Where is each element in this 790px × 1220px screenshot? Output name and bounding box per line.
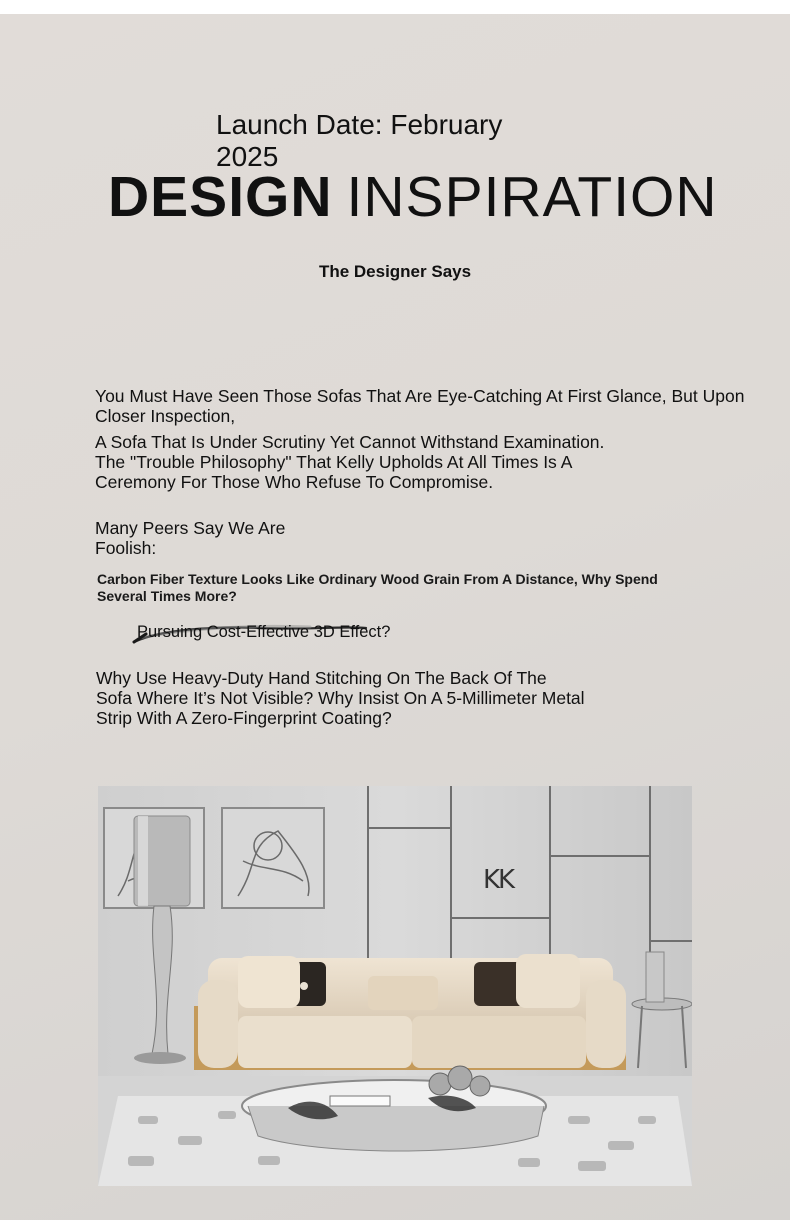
poster-panel [0,14,790,1220]
paragraph-carbon-fiber: Carbon Fiber Texture Looks Like Ordinary Wood Grain From A Distance, Why Spend Several Times More? [97,571,658,604]
section-title: The Designer Says [318,262,472,281]
brand-logo: KK [482,865,514,895]
paragraph-stitching: Why Use Heavy-Duty Hand Stitching On The Back Of The Sofa Where It’s Not Visible? Why Insist On A 5-Millimeter Metal Strip With A Zero-Fingerprint Coating? [96,668,585,728]
living-room-image [98,786,692,1186]
paragraph-peers: Many Peers Say We Are Foolish: [95,518,286,558]
headline-light: INSPIRATION [346,165,718,229]
paragraph-3d-effect: Pursuing Cost-Effective 3D Effect? [137,623,391,641]
paragraph-intro: You Must Have Seen Those Sofas That Are Eye-Catching At First Glance, But Upon Closer Inspection, [95,386,745,426]
headline [108,162,718,232]
paragraph-philosophy: A Sofa That Is Under Scrutiny Yet Cannot Withstand Examination. The "Trouble Philosophy" That Kelly Upholds At All Times Is A Ceremony For Those Who Refuse To Compromise. [95,432,605,492]
headline-bold: DESIGN [108,165,333,229]
launch-date: Launch Date: February 2025 [216,109,503,172]
